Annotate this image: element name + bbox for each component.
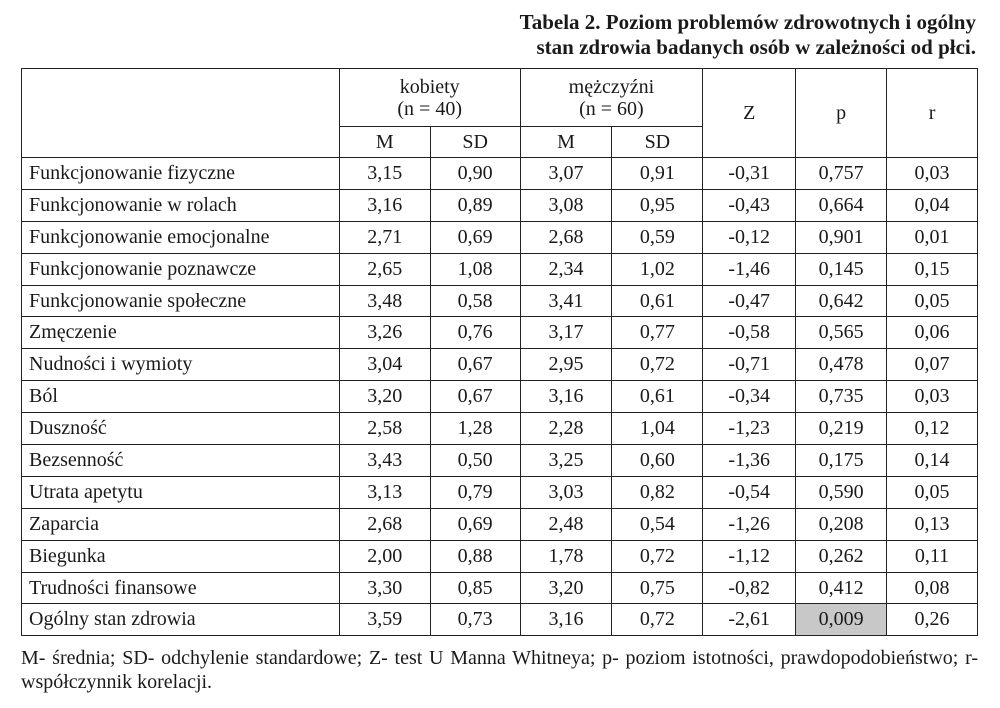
p-value: 0,757 — [796, 158, 887, 190]
men-mean: 3,08 — [520, 189, 612, 221]
women-mean: 3,59 — [339, 604, 430, 636]
row-label: Funkcjonowanie emocjonalne — [22, 221, 340, 253]
r-value: 0,08 — [887, 572, 978, 604]
row-label: Zaparcia — [22, 508, 340, 540]
p-value: 0,262 — [796, 540, 887, 572]
men-sd: 0,95 — [612, 189, 703, 221]
results-table — [21, 68, 978, 636]
row-label: Utrata apetytu — [22, 476, 340, 508]
men-mean: 2,28 — [520, 413, 612, 445]
women-mean: 3,26 — [339, 317, 430, 349]
men-mean: 3,41 — [520, 285, 612, 317]
women-mean: 3,15 — [339, 158, 430, 190]
women-sd: 0,90 — [430, 158, 520, 190]
table-row — [22, 540, 978, 572]
women-mean: 3,04 — [339, 349, 430, 381]
women-sd: 0,89 — [430, 189, 520, 221]
r-value: 0,13 — [887, 508, 978, 540]
table-row — [22, 604, 978, 636]
z-value: -0,58 — [703, 317, 796, 349]
women-sd: 0,67 — [430, 381, 520, 413]
header-women-m: M — [339, 127, 430, 158]
men-mean: 3,25 — [520, 445, 612, 477]
z-value: -0,12 — [703, 221, 796, 253]
men-mean: 2,95 — [520, 349, 612, 381]
r-value: 0,05 — [887, 285, 978, 317]
men-sd: 0,77 — [612, 317, 703, 349]
z-value: -0,71 — [703, 349, 796, 381]
women-mean: 3,16 — [339, 189, 430, 221]
table-legend: M- średnia; SD- odchylenie standardowe; Z- test U Manna Whitneya; p- poziom istotności, prawdopodobieństwo; r- współczynnik korelacji. — [21, 647, 978, 693]
p-value: 0,590 — [796, 476, 887, 508]
z-value: -1,23 — [703, 413, 796, 445]
women-sd: 0,69 — [430, 508, 520, 540]
header-z: Z — [703, 69, 796, 158]
z-value: -0,54 — [703, 476, 796, 508]
table-row — [22, 445, 978, 477]
z-value: -0,82 — [703, 572, 796, 604]
men-sd: 1,02 — [612, 253, 703, 285]
p-value: 0,565 — [796, 317, 887, 349]
group-men-name: mężczyźni — [568, 75, 655, 98]
men-sd: 0,72 — [612, 349, 703, 381]
r-value: 0,15 — [887, 253, 978, 285]
men-sd: 0,59 — [612, 221, 703, 253]
women-mean: 3,48 — [339, 285, 430, 317]
women-mean: 3,43 — [339, 445, 430, 477]
table-row — [22, 189, 978, 221]
women-sd: 0,73 — [430, 604, 520, 636]
r-value: 0,01 — [887, 221, 978, 253]
table-row — [22, 572, 978, 604]
row-label: Duszność — [22, 413, 340, 445]
women-mean: 2,71 — [339, 221, 430, 253]
p-value: 0,175 — [796, 445, 887, 477]
p-value: 0,412 — [796, 572, 887, 604]
women-sd: 0,58 — [430, 285, 520, 317]
z-value: -2,61 — [703, 604, 796, 636]
table-row — [22, 317, 978, 349]
group-women-name: kobiety — [399, 75, 460, 98]
p-value: 0,009 — [796, 604, 887, 636]
women-sd: 0,79 — [430, 476, 520, 508]
header-men-m: M — [520, 127, 612, 158]
table-row — [22, 158, 978, 190]
row-label: Ból — [22, 381, 340, 413]
women-mean: 3,13 — [339, 476, 430, 508]
women-sd: 0,67 — [430, 349, 520, 381]
men-sd: 0,91 — [612, 158, 703, 190]
row-label: Funkcjonowanie fizyczne — [22, 158, 340, 190]
r-value: 0,03 — [887, 381, 978, 413]
z-value: -0,43 — [703, 189, 796, 221]
men-mean: 2,34 — [520, 253, 612, 285]
row-label: Nudności i wymioty — [22, 349, 340, 381]
row-label: Ogólny stan zdrowia — [22, 604, 340, 636]
p-value: 0,478 — [796, 349, 887, 381]
row-label: Biegunka — [22, 540, 340, 572]
header-empty-cell — [22, 69, 340, 158]
caption-line-2: stan zdrowia badanych osób w zależności od płci. — [536, 35, 976, 59]
r-value: 0,04 — [887, 189, 978, 221]
table-row — [22, 413, 978, 445]
group-men-n: (n = 60) — [579, 97, 644, 120]
women-sd: 1,08 — [430, 253, 520, 285]
table-row — [22, 508, 978, 540]
men-sd: 0,75 — [612, 572, 703, 604]
p-value: 0,219 — [796, 413, 887, 445]
table-row — [22, 476, 978, 508]
p-value: 0,642 — [796, 285, 887, 317]
p-value: 0,208 — [796, 508, 887, 540]
r-value: 0,12 — [887, 413, 978, 445]
table-caption — [520, 10, 976, 60]
r-value: 0,05 — [887, 476, 978, 508]
men-sd: 0,61 — [612, 381, 703, 413]
women-mean: 2,68 — [339, 508, 430, 540]
r-value: 0,11 — [887, 540, 978, 572]
header-group-men — [520, 69, 703, 127]
p-value: 0,735 — [796, 381, 887, 413]
women-mean: 2,00 — [339, 540, 430, 572]
men-mean: 3,20 — [520, 572, 612, 604]
row-label: Funkcjonowanie poznawcze — [22, 253, 340, 285]
header-r: r — [887, 69, 978, 158]
row-label: Zmęczenie — [22, 317, 340, 349]
women-mean: 2,58 — [339, 413, 430, 445]
z-value: -0,47 — [703, 285, 796, 317]
men-mean: 3,17 — [520, 317, 612, 349]
table-row — [22, 221, 978, 253]
table-row — [22, 253, 978, 285]
row-label: Bezsenność — [22, 445, 340, 477]
z-value: -0,31 — [703, 158, 796, 190]
men-mean: 3,16 — [520, 604, 612, 636]
header-p: p — [796, 69, 887, 158]
header-men-sd: SD — [612, 127, 703, 158]
z-value: -0,34 — [703, 381, 796, 413]
men-mean: 3,03 — [520, 476, 612, 508]
r-value: 0,14 — [887, 445, 978, 477]
men-mean: 1,78 — [520, 540, 612, 572]
row-label: Funkcjonowanie w rolach — [22, 189, 340, 221]
p-value: 0,664 — [796, 189, 887, 221]
z-value: -1,26 — [703, 508, 796, 540]
table-body — [22, 158, 978, 636]
women-mean: 3,20 — [339, 381, 430, 413]
z-value: -1,12 — [703, 540, 796, 572]
z-value: -1,46 — [703, 253, 796, 285]
men-sd: 0,82 — [612, 476, 703, 508]
women-sd: 0,50 — [430, 445, 520, 477]
women-mean: 2,65 — [339, 253, 430, 285]
men-sd: 0,72 — [612, 604, 703, 636]
header-group-women — [339, 69, 520, 127]
men-sd: 0,60 — [612, 445, 703, 477]
men-sd: 0,61 — [612, 285, 703, 317]
men-mean: 3,07 — [520, 158, 612, 190]
r-value: 0,26 — [887, 604, 978, 636]
men-sd: 1,04 — [612, 413, 703, 445]
men-mean: 2,68 — [520, 221, 612, 253]
women-sd: 1,28 — [430, 413, 520, 445]
z-value: -1,36 — [703, 445, 796, 477]
header-women-sd: SD — [430, 127, 520, 158]
r-value: 0,03 — [887, 158, 978, 190]
r-value: 0,07 — [887, 349, 978, 381]
men-mean: 3,16 — [520, 381, 612, 413]
men-mean: 2,48 — [520, 508, 612, 540]
table-row — [22, 381, 978, 413]
caption-line-1: Tabela 2. Poziom problemów zdrowotnych i ogólny — [519, 10, 976, 34]
table-row — [22, 349, 978, 381]
p-value: 0,901 — [796, 221, 887, 253]
row-label: Funkcjonowanie społeczne — [22, 285, 340, 317]
women-sd: 0,76 — [430, 317, 520, 349]
women-sd: 0,85 — [430, 572, 520, 604]
women-sd: 0,88 — [430, 540, 520, 572]
r-value: 0,06 — [887, 317, 978, 349]
table-row — [22, 285, 978, 317]
women-mean: 3,30 — [339, 572, 430, 604]
men-sd: 0,72 — [612, 540, 703, 572]
p-value: 0,145 — [796, 253, 887, 285]
men-sd: 0,54 — [612, 508, 703, 540]
group-women-n: (n = 40) — [397, 97, 462, 120]
women-sd: 0,69 — [430, 221, 520, 253]
row-label: Trudności finansowe — [22, 572, 340, 604]
